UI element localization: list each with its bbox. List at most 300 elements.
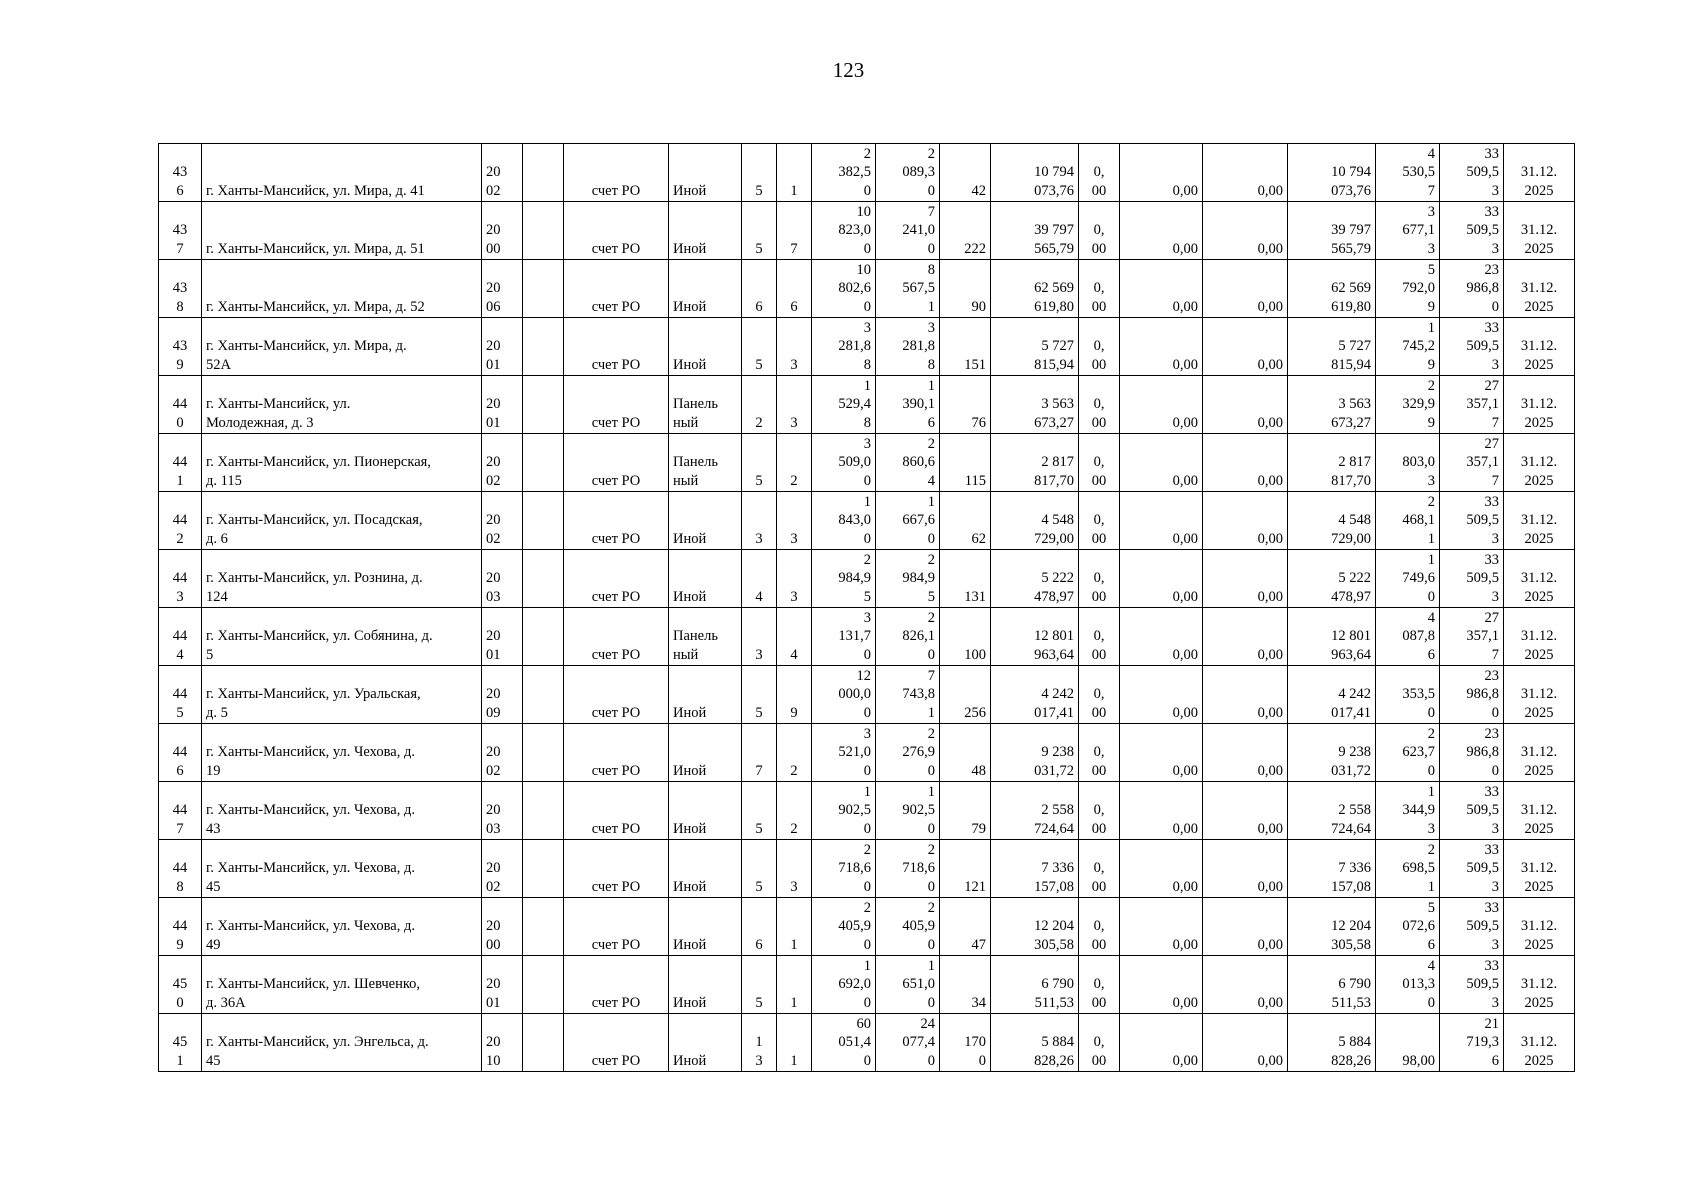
year-built-cell: 20 01 xyxy=(482,608,523,666)
cost-share-cell: 0, 00 xyxy=(1079,376,1120,434)
entrances-cell: 1 xyxy=(777,1014,812,1072)
residents-cell: 62 xyxy=(940,492,991,550)
entrances-cell: 6 xyxy=(777,260,812,318)
deadline-cell: 31.12. 2025 xyxy=(1504,724,1575,782)
fund-a-cell: 0,00 xyxy=(1120,434,1203,492)
cost-share-cell: 0, 00 xyxy=(1079,956,1120,1014)
row-number-cell: 43 7 xyxy=(159,202,202,260)
fund-a-cell: 0,00 xyxy=(1120,144,1203,202)
deadline-cell: 31.12. 2025 xyxy=(1504,550,1575,608)
unit-cost-cell: 353,5 0 xyxy=(1376,666,1440,724)
empty-col-cell xyxy=(523,550,564,608)
fund-source-cell: счет РО xyxy=(564,1014,669,1072)
deadline-cell: 31.12. 2025 xyxy=(1504,202,1575,260)
owner-funds-cell: 3 563 673,27 xyxy=(1288,376,1376,434)
table-row xyxy=(159,608,1575,666)
residents-cell: 79 xyxy=(940,782,991,840)
year-built-cell: 20 02 xyxy=(482,492,523,550)
wall-material-cell: Иной xyxy=(669,202,742,260)
total-area-cell: 12 000,0 0 xyxy=(812,666,876,724)
total-area-cell: 2 984,9 5 xyxy=(812,550,876,608)
owner-funds-cell: 12 801 963,64 xyxy=(1288,608,1376,666)
limit-cost-cell: 27 357,1 7 xyxy=(1440,434,1504,492)
owner-funds-cell: 4 242 017,41 xyxy=(1288,666,1376,724)
address-cell: г. Ханты-Мансийск, ул. Пионерская, д. 115 xyxy=(202,434,482,492)
unit-cost-cell: 98,00 xyxy=(1376,1014,1440,1072)
fund-source-cell: счет РО xyxy=(564,202,669,260)
table-row xyxy=(159,898,1575,956)
fund-a-cell: 0,00 xyxy=(1120,956,1203,1014)
empty-col-cell xyxy=(523,492,564,550)
wall-material-cell: Иной xyxy=(669,666,742,724)
empty-col-cell xyxy=(523,144,564,202)
cost-share-cell: 0, 00 xyxy=(1079,550,1120,608)
deadline-cell: 31.12. 2025 xyxy=(1504,840,1575,898)
entrances-cell: 2 xyxy=(777,782,812,840)
fund-a-cell: 0,00 xyxy=(1120,492,1203,550)
cost-share-cell: 0, 00 xyxy=(1079,318,1120,376)
total-area-cell: 1 529,4 8 xyxy=(812,376,876,434)
floors-cell: 1 3 xyxy=(742,1014,777,1072)
limit-cost-cell: 33 509,5 3 xyxy=(1440,782,1504,840)
table-row xyxy=(159,782,1575,840)
table-row xyxy=(159,666,1575,724)
deadline-cell: 31.12. 2025 xyxy=(1504,608,1575,666)
empty-col-cell xyxy=(523,318,564,376)
row-number-cell: 44 0 xyxy=(159,376,202,434)
limit-cost-cell: 23 986,8 0 xyxy=(1440,666,1504,724)
fund-b-cell: 0,00 xyxy=(1203,434,1288,492)
empty-col-cell xyxy=(523,608,564,666)
entrances-cell: 3 xyxy=(777,318,812,376)
living-area-cell: 2 718,6 0 xyxy=(876,840,940,898)
empty-col-cell xyxy=(523,376,564,434)
fund-a-cell: 0,00 xyxy=(1120,782,1203,840)
address-cell: г. Ханты-Мансийск, ул. Чехова, д. 45 xyxy=(202,840,482,898)
row-number-cell: 45 0 xyxy=(159,956,202,1014)
unit-cost-cell: 4 013,3 0 xyxy=(1376,956,1440,1014)
year-built-cell: 20 02 xyxy=(482,724,523,782)
address-cell: г. Ханты-Мансийск, ул. Мира, д. 52 xyxy=(202,260,482,318)
total-cost-cell: 7 336 157,08 xyxy=(991,840,1079,898)
entrances-cell: 1 xyxy=(777,898,812,956)
fund-a-cell: 0,00 xyxy=(1120,724,1203,782)
total-cost-cell: 3 563 673,27 xyxy=(991,376,1079,434)
year-built-cell: 20 06 xyxy=(482,260,523,318)
address-cell: г. Ханты-Мансийск, ул. Рознина, д. 124 xyxy=(202,550,482,608)
floors-cell: 5 xyxy=(742,666,777,724)
unit-cost-cell: 3 677,1 3 xyxy=(1376,202,1440,260)
wall-material-cell: Иной xyxy=(669,782,742,840)
fund-source-cell: счет РО xyxy=(564,956,669,1014)
total-cost-cell: 62 569 619,80 xyxy=(991,260,1079,318)
floors-cell: 4 xyxy=(742,550,777,608)
limit-cost-cell: 21 719,3 6 xyxy=(1440,1014,1504,1072)
total-area-cell: 60 051,4 0 xyxy=(812,1014,876,1072)
fund-b-cell: 0,00 xyxy=(1203,840,1288,898)
table-row xyxy=(159,144,1575,202)
wall-material-cell: Иной xyxy=(669,724,742,782)
fund-source-cell: счет РО xyxy=(564,724,669,782)
entrances-cell: 3 xyxy=(777,550,812,608)
empty-col-cell xyxy=(523,1014,564,1072)
empty-col-cell xyxy=(523,202,564,260)
total-area-cell: 10 823,0 0 xyxy=(812,202,876,260)
wall-material-cell: Иной xyxy=(669,550,742,608)
entrances-cell: 1 xyxy=(777,956,812,1014)
total-area-cell: 3 521,0 0 xyxy=(812,724,876,782)
living-area-cell: 2 089,3 0 xyxy=(876,144,940,202)
deadline-cell: 31.12. 2025 xyxy=(1504,492,1575,550)
row-number-cell: 44 7 xyxy=(159,782,202,840)
fund-source-cell: счет РО xyxy=(564,608,669,666)
unit-cost-cell: 4 087,8 6 xyxy=(1376,608,1440,666)
fund-b-cell: 0,00 xyxy=(1203,202,1288,260)
entrances-cell: 3 xyxy=(777,840,812,898)
total-area-cell: 3 281,8 8 xyxy=(812,318,876,376)
limit-cost-cell: 33 509,5 3 xyxy=(1440,550,1504,608)
deadline-cell: 31.12. 2025 xyxy=(1504,318,1575,376)
total-cost-cell: 9 238 031,72 xyxy=(991,724,1079,782)
cost-share-cell: 0, 00 xyxy=(1079,202,1120,260)
address-cell: г. Ханты-Мансийск, ул. Мира, д. 52А xyxy=(202,318,482,376)
floors-cell: 2 xyxy=(742,376,777,434)
address-cell: г. Ханты-Мансийск, ул. Чехова, д. 43 xyxy=(202,782,482,840)
total-cost-cell: 10 794 073,76 xyxy=(991,144,1079,202)
year-built-cell: 20 02 xyxy=(482,840,523,898)
address-cell: г. Ханты-Мансийск, ул. Посадская, д. 6 xyxy=(202,492,482,550)
owner-funds-cell: 2 558 724,64 xyxy=(1288,782,1376,840)
empty-col-cell xyxy=(523,840,564,898)
table-row xyxy=(159,840,1575,898)
fund-b-cell: 0,00 xyxy=(1203,260,1288,318)
residents-cell: 47 xyxy=(940,898,991,956)
wall-material-cell: Иной xyxy=(669,144,742,202)
limit-cost-cell: 33 509,5 3 xyxy=(1440,492,1504,550)
total-area-cell: 2 382,5 0 xyxy=(812,144,876,202)
row-number-cell: 44 5 xyxy=(159,666,202,724)
fund-source-cell: счет РО xyxy=(564,492,669,550)
entrances-cell: 3 xyxy=(777,492,812,550)
residents-cell: 76 xyxy=(940,376,991,434)
fund-b-cell: 0,00 xyxy=(1203,782,1288,840)
limit-cost-cell: 33 509,5 3 xyxy=(1440,202,1504,260)
empty-col-cell xyxy=(523,434,564,492)
total-area-cell: 3 509,0 0 xyxy=(812,434,876,492)
residents-cell: 131 xyxy=(940,550,991,608)
entrances-cell: 7 xyxy=(777,202,812,260)
empty-col-cell xyxy=(523,724,564,782)
address-cell: г. Ханты-Мансийск, ул. Собянина, д. 5 xyxy=(202,608,482,666)
living-area-cell: 7 743,8 1 xyxy=(876,666,940,724)
entrances-cell: 3 xyxy=(777,376,812,434)
floors-cell: 6 xyxy=(742,260,777,318)
limit-cost-cell: 33 509,5 3 xyxy=(1440,318,1504,376)
row-number-cell: 45 1 xyxy=(159,1014,202,1072)
limit-cost-cell: 23 986,8 0 xyxy=(1440,724,1504,782)
table-row xyxy=(159,260,1575,318)
wall-material-cell: Иной xyxy=(669,898,742,956)
residents-cell: 42 xyxy=(940,144,991,202)
fund-b-cell: 0,00 xyxy=(1203,318,1288,376)
total-cost-cell: 12 801 963,64 xyxy=(991,608,1079,666)
living-area-cell: 2 826,1 0 xyxy=(876,608,940,666)
living-area-cell: 2 276,9 0 xyxy=(876,724,940,782)
unit-cost-cell: 4 530,5 7 xyxy=(1376,144,1440,202)
living-area-cell: 2 984,9 5 xyxy=(876,550,940,608)
year-built-cell: 20 10 xyxy=(482,1014,523,1072)
deadline-cell: 31.12. 2025 xyxy=(1504,956,1575,1014)
fund-a-cell: 0,00 xyxy=(1120,550,1203,608)
floors-cell: 5 xyxy=(742,956,777,1014)
table-row xyxy=(159,434,1575,492)
table-row xyxy=(159,1014,1575,1072)
table-row xyxy=(159,550,1575,608)
fund-source-cell: счет РО xyxy=(564,376,669,434)
limit-cost-cell: 27 357,1 7 xyxy=(1440,608,1504,666)
unit-cost-cell: 1 344,9 3 xyxy=(1376,782,1440,840)
living-area-cell: 1 667,6 0 xyxy=(876,492,940,550)
living-area-cell: 2 860,6 4 xyxy=(876,434,940,492)
fund-b-cell: 0,00 xyxy=(1203,550,1288,608)
row-number-cell: 44 2 xyxy=(159,492,202,550)
fund-a-cell: 0,00 xyxy=(1120,898,1203,956)
fund-source-cell: счет РО xyxy=(564,782,669,840)
wall-material-cell: Иной xyxy=(669,260,742,318)
empty-col-cell xyxy=(523,956,564,1014)
residents-cell: 100 xyxy=(940,608,991,666)
living-area-cell: 3 281,8 8 xyxy=(876,318,940,376)
owner-funds-cell: 12 204 305,58 xyxy=(1288,898,1376,956)
row-number-cell: 43 9 xyxy=(159,318,202,376)
floors-cell: 5 xyxy=(742,144,777,202)
floors-cell: 3 xyxy=(742,492,777,550)
unit-cost-cell: 1 745,2 9 xyxy=(1376,318,1440,376)
year-built-cell: 20 00 xyxy=(482,898,523,956)
fund-b-cell: 0,00 xyxy=(1203,492,1288,550)
residents-cell: 222 xyxy=(940,202,991,260)
housing-register-table xyxy=(158,143,1575,1072)
entrances-cell: 2 xyxy=(777,434,812,492)
limit-cost-cell: 27 357,1 7 xyxy=(1440,376,1504,434)
owner-funds-cell: 39 797 565,79 xyxy=(1288,202,1376,260)
table-row xyxy=(159,492,1575,550)
cost-share-cell: 0, 00 xyxy=(1079,724,1120,782)
owner-funds-cell: 2 817 817,70 xyxy=(1288,434,1376,492)
empty-col-cell xyxy=(523,898,564,956)
fund-b-cell: 0,00 xyxy=(1203,956,1288,1014)
unit-cost-cell: 2 329,9 9 xyxy=(1376,376,1440,434)
table-row xyxy=(159,202,1575,260)
year-built-cell: 20 02 xyxy=(482,434,523,492)
row-number-cell: 44 6 xyxy=(159,724,202,782)
owner-funds-cell: 4 548 729,00 xyxy=(1288,492,1376,550)
fund-b-cell: 0,00 xyxy=(1203,666,1288,724)
fund-source-cell: счет РО xyxy=(564,550,669,608)
unit-cost-cell: 1 749,6 0 xyxy=(1376,550,1440,608)
deadline-cell: 31.12. 2025 xyxy=(1504,1014,1575,1072)
table-row xyxy=(159,956,1575,1014)
cost-share-cell: 0, 00 xyxy=(1079,492,1120,550)
fund-b-cell: 0,00 xyxy=(1203,608,1288,666)
year-built-cell: 20 03 xyxy=(482,550,523,608)
address-cell: г. Ханты-Мансийск, ул. Молодежная, д. 3 xyxy=(202,376,482,434)
owner-funds-cell: 6 790 511,53 xyxy=(1288,956,1376,1014)
fund-b-cell: 0,00 xyxy=(1203,144,1288,202)
cost-share-cell: 0, 00 xyxy=(1079,608,1120,666)
limit-cost-cell: 33 509,5 3 xyxy=(1440,956,1504,1014)
address-cell: г. Ханты-Мансийск, ул. Шевченко, д. 36А xyxy=(202,956,482,1014)
total-area-cell: 10 802,6 0 xyxy=(812,260,876,318)
year-built-cell: 20 01 xyxy=(482,376,523,434)
total-area-cell: 1 843,0 0 xyxy=(812,492,876,550)
limit-cost-cell: 33 509,5 3 xyxy=(1440,898,1504,956)
living-area-cell: 1 651,0 0 xyxy=(876,956,940,1014)
total-area-cell: 3 131,7 0 xyxy=(812,608,876,666)
floors-cell: 5 xyxy=(742,782,777,840)
year-built-cell: 20 01 xyxy=(482,318,523,376)
fund-a-cell: 0,00 xyxy=(1120,1014,1203,1072)
owner-funds-cell: 10 794 073,76 xyxy=(1288,144,1376,202)
address-cell: г. Ханты-Мансийск, ул. Мира, д. 51 xyxy=(202,202,482,260)
fund-b-cell: 0,00 xyxy=(1203,1014,1288,1072)
residents-cell: 115 xyxy=(940,434,991,492)
wall-material-cell: Иной xyxy=(669,318,742,376)
wall-material-cell: Иной xyxy=(669,840,742,898)
address-cell: г. Ханты-Мансийск, ул. Энгельса, д. 45 xyxy=(202,1014,482,1072)
owner-funds-cell: 7 336 157,08 xyxy=(1288,840,1376,898)
table-row xyxy=(159,724,1575,782)
entrances-cell: 9 xyxy=(777,666,812,724)
fund-a-cell: 0,00 xyxy=(1120,608,1203,666)
deadline-cell: 31.12. 2025 xyxy=(1504,144,1575,202)
unit-cost-cell: 5 792,0 9 xyxy=(1376,260,1440,318)
deadline-cell: 31.12. 2025 xyxy=(1504,260,1575,318)
fund-source-cell: счет РО xyxy=(564,144,669,202)
residents-cell: 121 xyxy=(940,840,991,898)
wall-material-cell: Панель ный xyxy=(669,376,742,434)
fund-a-cell: 0,00 xyxy=(1120,376,1203,434)
row-number-cell: 44 9 xyxy=(159,898,202,956)
address-cell: г. Ханты-Мансийск, ул. Чехова, д. 49 xyxy=(202,898,482,956)
empty-col-cell xyxy=(523,260,564,318)
deadline-cell: 31.12. 2025 xyxy=(1504,898,1575,956)
fund-a-cell: 0,00 xyxy=(1120,202,1203,260)
living-area-cell: 7 241,0 0 xyxy=(876,202,940,260)
table-row xyxy=(159,318,1575,376)
year-built-cell: 20 01 xyxy=(482,956,523,1014)
unit-cost-cell: 2 698,5 1 xyxy=(1376,840,1440,898)
wall-material-cell: Иной xyxy=(669,1014,742,1072)
row-number-cell: 44 1 xyxy=(159,434,202,492)
entrances-cell: 2 xyxy=(777,724,812,782)
fund-source-cell: счет РО xyxy=(564,260,669,318)
cost-share-cell: 0, 00 xyxy=(1079,898,1120,956)
total-cost-cell: 2 817 817,70 xyxy=(991,434,1079,492)
residents-cell: 256 xyxy=(940,666,991,724)
total-area-cell: 2 718,6 0 xyxy=(812,840,876,898)
residents-cell: 48 xyxy=(940,724,991,782)
table-row xyxy=(159,376,1575,434)
total-cost-cell: 5 727 815,94 xyxy=(991,318,1079,376)
floors-cell: 5 xyxy=(742,434,777,492)
address-cell: г. Ханты-Мансийск, ул. Чехова, д. 19 xyxy=(202,724,482,782)
fund-a-cell: 0,00 xyxy=(1120,666,1203,724)
fund-source-cell: счет РО xyxy=(564,840,669,898)
cost-share-cell: 0, 00 xyxy=(1079,840,1120,898)
fund-a-cell: 0,00 xyxy=(1120,840,1203,898)
floors-cell: 3 xyxy=(742,608,777,666)
total-cost-cell: 6 790 511,53 xyxy=(991,956,1079,1014)
fund-source-cell: счет РО xyxy=(564,898,669,956)
floors-cell: 5 xyxy=(742,202,777,260)
total-cost-cell: 39 797 565,79 xyxy=(991,202,1079,260)
total-cost-cell: 4 548 729,00 xyxy=(991,492,1079,550)
deadline-cell: 31.12. 2025 xyxy=(1504,376,1575,434)
limit-cost-cell: 33 509,5 3 xyxy=(1440,840,1504,898)
unit-cost-cell: 2 623,7 0 xyxy=(1376,724,1440,782)
fund-b-cell: 0,00 xyxy=(1203,376,1288,434)
year-built-cell: 20 00 xyxy=(482,202,523,260)
page-number: 123 xyxy=(832,58,865,82)
total-area-cell: 1 692,0 0 xyxy=(812,956,876,1014)
deadline-cell: 31.12. 2025 xyxy=(1504,434,1575,492)
floors-cell: 7 xyxy=(742,724,777,782)
empty-col-cell xyxy=(523,666,564,724)
living-area-cell: 24 077,4 0 xyxy=(876,1014,940,1072)
fund-b-cell: 0,00 xyxy=(1203,898,1288,956)
total-cost-cell: 5 884 828,26 xyxy=(991,1014,1079,1072)
fund-source-cell: счет РО xyxy=(564,434,669,492)
living-area-cell: 2 405,9 0 xyxy=(876,898,940,956)
row-number-cell: 44 4 xyxy=(159,608,202,666)
row-number-cell: 44 8 xyxy=(159,840,202,898)
unit-cost-cell: 5 072,6 6 xyxy=(1376,898,1440,956)
living-area-cell: 1 390,1 6 xyxy=(876,376,940,434)
wall-material-cell: Панель ный xyxy=(669,434,742,492)
residents-cell: 90 xyxy=(940,260,991,318)
cost-share-cell: 0, 00 xyxy=(1079,434,1120,492)
entrances-cell: 1 xyxy=(777,144,812,202)
unit-cost-cell: 803,0 3 xyxy=(1376,434,1440,492)
fund-a-cell: 0,00 xyxy=(1120,260,1203,318)
deadline-cell: 31.12. 2025 xyxy=(1504,782,1575,840)
residents-cell: 170 0 xyxy=(940,1014,991,1072)
wall-material-cell: Иной xyxy=(669,956,742,1014)
wall-material-cell: Иной xyxy=(669,492,742,550)
cost-share-cell: 0, 00 xyxy=(1079,1014,1120,1072)
total-area-cell: 2 405,9 0 xyxy=(812,898,876,956)
floors-cell: 5 xyxy=(742,840,777,898)
fund-source-cell: счет РО xyxy=(564,666,669,724)
fund-b-cell: 0,00 xyxy=(1203,724,1288,782)
owner-funds-cell: 9 238 031,72 xyxy=(1288,724,1376,782)
owner-funds-cell: 5 727 815,94 xyxy=(1288,318,1376,376)
owner-funds-cell: 5 884 828,26 xyxy=(1288,1014,1376,1072)
year-built-cell: 20 02 xyxy=(482,144,523,202)
cost-share-cell: 0, 00 xyxy=(1079,260,1120,318)
residents-cell: 34 xyxy=(940,956,991,1014)
total-cost-cell: 5 222 478,97 xyxy=(991,550,1079,608)
year-built-cell: 20 09 xyxy=(482,666,523,724)
limit-cost-cell: 23 986,8 0 xyxy=(1440,260,1504,318)
residents-cell: 151 xyxy=(940,318,991,376)
floors-cell: 6 xyxy=(742,898,777,956)
living-area-cell: 1 902,5 0 xyxy=(876,782,940,840)
empty-col-cell xyxy=(523,782,564,840)
unit-cost-cell: 2 468,1 1 xyxy=(1376,492,1440,550)
wall-material-cell: Панель ный xyxy=(669,608,742,666)
